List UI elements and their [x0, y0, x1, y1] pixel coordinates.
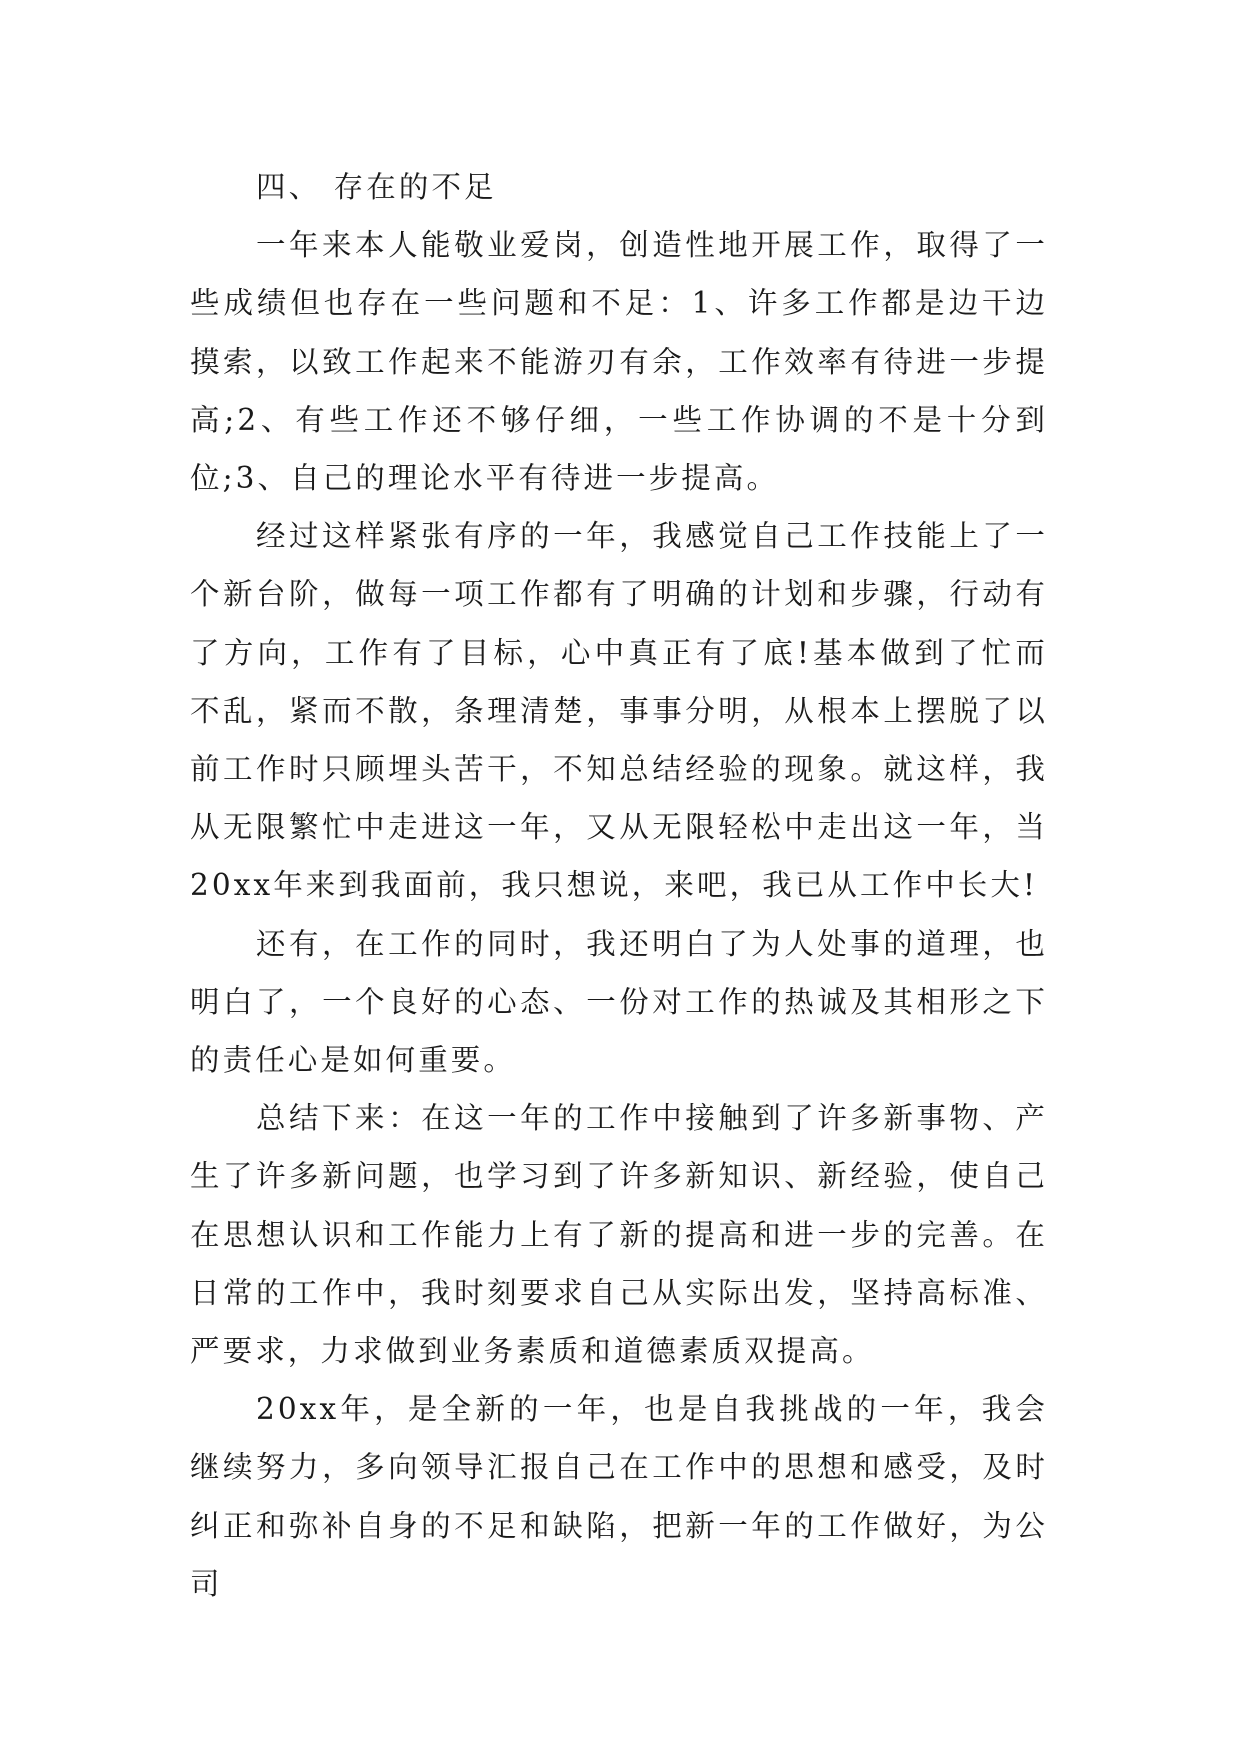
paragraph-shortcomings: 一年来本人能敬业爱岗，创造性地开展工作，取得了一些成绩但也存在一些问题和不足：1、许多工作都是边干边摸索，以致工作起来不能游刃有余，工作效率有待进一步提高;2、有些工作还不够仔细，一些工作协调的不是十分到位;3、自己的理论水平有待进一步提高。	[190, 228, 1048, 496]
section-heading: 四、 存在的不足	[256, 170, 497, 204]
paragraph-year-review: 经过这样紧张有序的一年，我感觉自己工作技能上了一个新台阶，做每一项工作都有了明确的计划和步骤，行动有了方向，工作有了目标，心中真正有了底!基本做到了忙而不乱，紧而不散，条理清楚，事事分明，从根本上摆脱了以前工作时只顾埋头苦干，不知总结经验的现象。就这样，我从无限繁忙中走进这一年，又从无限轻松中走出这一年，当20xx年来到我面前，我只想说，来吧，我已从工作中长大!	[190, 519, 1048, 903]
paragraph-lessons: 还有，在工作的同时，我还明白了为人处事的道理，也明白了，一个良好的心态、一份对工作的热诚及其相形之下的责任心是如何重要。	[190, 926, 1048, 1078]
document-body	[190, 158, 1048, 1613]
paragraph-summary: 总结下来：在这一年的工作中接触到了许多新事物、产生了许多新问题，也学习到了许多新知识、新经验，使自己在思想认识和工作能力上有了新的提高和进一步的完善。在日常的工作中，我时刻要求自己从实际出发，坚持高标准、严要求，力求做到业务素质和道德素质双提高。	[190, 1101, 1048, 1369]
paragraph-new-year: 20xx年，是全新的一年，也是自我挑战的一年，我会继续努力，多向领导汇报自己在工作中的思想和感受，及时纠正和弥补自身的不足和缺陷，把新一年的工作做好，为公司	[190, 1392, 1048, 1601]
